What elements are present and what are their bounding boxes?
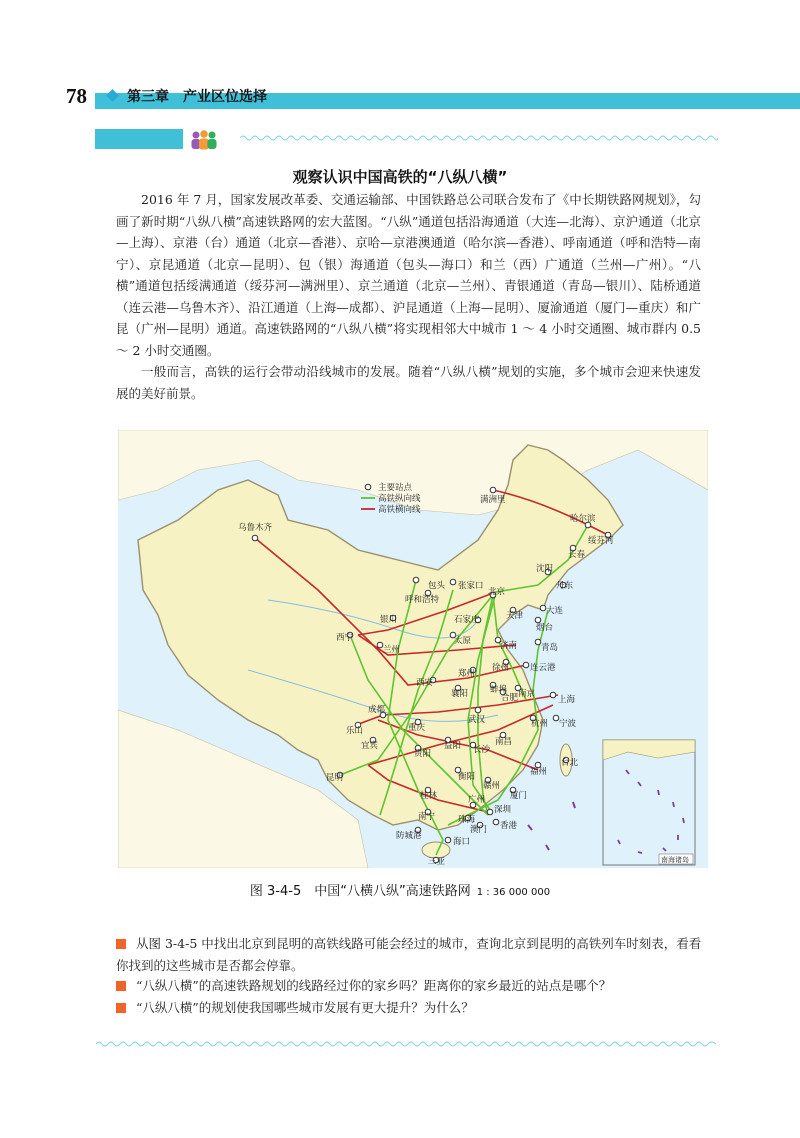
city-label: 丹东 xyxy=(556,581,574,591)
chapter-label: 第三章 xyxy=(127,89,169,105)
city-label: 厦门 xyxy=(510,791,528,801)
city-label: 昆明 xyxy=(326,773,344,783)
city-label: 三亚 xyxy=(428,857,446,867)
caption-scale: 1 : 36 000 000 xyxy=(476,887,551,898)
city-label: 武汉 xyxy=(468,715,486,725)
caption-text: 图 3-4-5 中国“八横八纵”高速铁路网 xyxy=(249,884,471,899)
city-label: 南昌 xyxy=(495,737,513,747)
city-label: 哈尔滨 xyxy=(570,514,596,524)
decorative-wave xyxy=(240,134,718,142)
city-label: 合肥 xyxy=(501,693,519,703)
city-label: 宁波 xyxy=(559,719,577,729)
activity-band xyxy=(95,129,183,149)
city-label: 海口 xyxy=(453,837,471,847)
city-label: 长沙 xyxy=(473,745,491,755)
city-label: 衡阳 xyxy=(458,772,476,782)
paragraph-intro: 2016 年 7 月，国家发展改革委、交通运输部、中国铁路总公司联合发布了《中长期铁路网规划》，勾画了新时期“八纵八横”高速铁路网的宏大蓝图。“八纵”通道包括沿海通道（大连—北海）、京沪通道（北京—上海）、京港（台）通道（北京—香港）、京哈—京港澳通道（哈尔滨—香港）、呼南通道（呼和浩特—南宁）、京昆通道（北京—昆明）、包（银）海通道（包头—海口）和兰（西）广通道（兰州—广州）。“八横”通道包括绥满通道（绥芬河—满洲里）、京兰通道（北京—兰州）、青银通道（青岛—银川）、陆桥通道（连云港—乌鲁木齐）、沿江通道（上海—成都）、沪昆通道（上海—昆明）、厦渝通道（厦门—重庆）和广昆（广州—昆明）通道。高速铁路网的“八纵八横”将实现相邻大中城市 1 ～ 4 小时交通圈、城市群内 0.5 ～ 2 小时交通圈。 xyxy=(116,192,701,358)
city-label: 徐州 xyxy=(492,663,510,673)
bullet-square-icon xyxy=(116,1003,126,1013)
city-label: 包头 xyxy=(428,581,446,591)
railway-map xyxy=(118,430,708,868)
city-label: 重庆 xyxy=(408,723,426,733)
city-label: 青岛 xyxy=(541,643,559,653)
city-label: 广州 xyxy=(468,795,486,805)
city-label: 银川 xyxy=(380,615,398,625)
city-label: 益阳 xyxy=(444,741,462,751)
city-label: 南京 xyxy=(518,689,536,699)
city-label: 天津 xyxy=(506,611,524,621)
city-label: 张家口 xyxy=(458,581,484,591)
city-label: 连云港 xyxy=(530,663,556,673)
city-label: 乐山 xyxy=(346,726,364,736)
city-label: 蚌埠 xyxy=(490,685,508,695)
people-group-icon xyxy=(189,129,219,151)
question-item xyxy=(116,933,706,976)
city-label: 满洲里 xyxy=(480,495,506,505)
city-label: 济南 xyxy=(500,641,518,651)
city-label: 澳门 xyxy=(470,825,488,835)
question-item xyxy=(116,997,706,1019)
city-label: 西安 xyxy=(416,678,434,688)
city-label: 沈阳 xyxy=(536,564,554,574)
city-label: 宜宾 xyxy=(361,741,379,751)
city-label: 成都 xyxy=(368,705,386,715)
question-text: 从图 3-4-5 中找出北京到昆明的高铁线路可能会经过的城市，查询北京到昆明的高铁列车时刻表，看看你找到的这些城市是否都会停靠。 xyxy=(116,936,702,973)
chapter-heading xyxy=(127,86,281,106)
activity-title: 观察认识中国高铁的“八纵八横” xyxy=(292,168,508,186)
bullet-square-icon xyxy=(116,981,126,991)
city-label: 乌鲁木齐 xyxy=(238,523,273,533)
city-label: 台北 xyxy=(561,758,579,768)
city-label: 珠海 xyxy=(458,815,476,825)
question-item xyxy=(116,975,706,997)
page-number: 78 xyxy=(66,84,87,108)
city-label: 太原 xyxy=(454,636,472,646)
city-label: 杭州 xyxy=(531,719,549,729)
city-label: 福州 xyxy=(530,767,548,777)
city-label: 呼和浩特 xyxy=(405,595,440,605)
city-label: 北京 xyxy=(488,587,506,597)
decorative-wave-bottom xyxy=(96,1040,716,1048)
south-china-sea-inset xyxy=(603,740,695,865)
city-label: 郑州 xyxy=(458,669,476,679)
city-label: 深圳 xyxy=(494,805,512,815)
legend-vertical: 高铁纵向线 xyxy=(378,494,421,504)
city-label: 贵阳 xyxy=(414,749,432,759)
city-label: 兰州 xyxy=(383,645,401,655)
city-label: 上海 xyxy=(558,695,576,705)
city-label: 大连 xyxy=(546,606,564,616)
city-label: 长春 xyxy=(568,550,586,560)
city-label: 西宁 xyxy=(336,633,354,643)
inset-label: 南海诸岛 xyxy=(661,856,689,864)
city-label: 绥芬河 xyxy=(588,536,614,546)
city-label: 防城港 xyxy=(396,831,422,841)
question-text: “八纵八横”的规划使我国哪些城市发展有更大提升？为什么？ xyxy=(136,1000,474,1015)
city-label: 烟台 xyxy=(536,623,554,633)
city-label: 赣州 xyxy=(483,781,501,791)
section-label: 产业区位选择 xyxy=(183,89,267,105)
legend-horizontal: 高铁横向线 xyxy=(378,505,421,515)
legend-station: 主要站点 xyxy=(378,483,413,493)
city-label: 石家庄 xyxy=(454,615,480,625)
city-label: 南宁 xyxy=(418,812,436,822)
question-text: “八纵八横”的高速铁路规划的线路经过你的家乡吗？距离你的家乡最近的站点是哪个？ xyxy=(136,978,612,993)
city-label: 香港 xyxy=(500,821,518,831)
paragraph-development: 一般而言，高铁的运行会带动沿线城市的发展。随着“八纵八横”规划的实施，多个城市会迎来快速发展的美好前景。 xyxy=(116,364,701,401)
figure-caption xyxy=(0,880,800,899)
bullet-square-icon xyxy=(116,939,126,949)
city-label: 襄阳 xyxy=(451,689,469,699)
city-label: 桂林 xyxy=(420,791,438,801)
